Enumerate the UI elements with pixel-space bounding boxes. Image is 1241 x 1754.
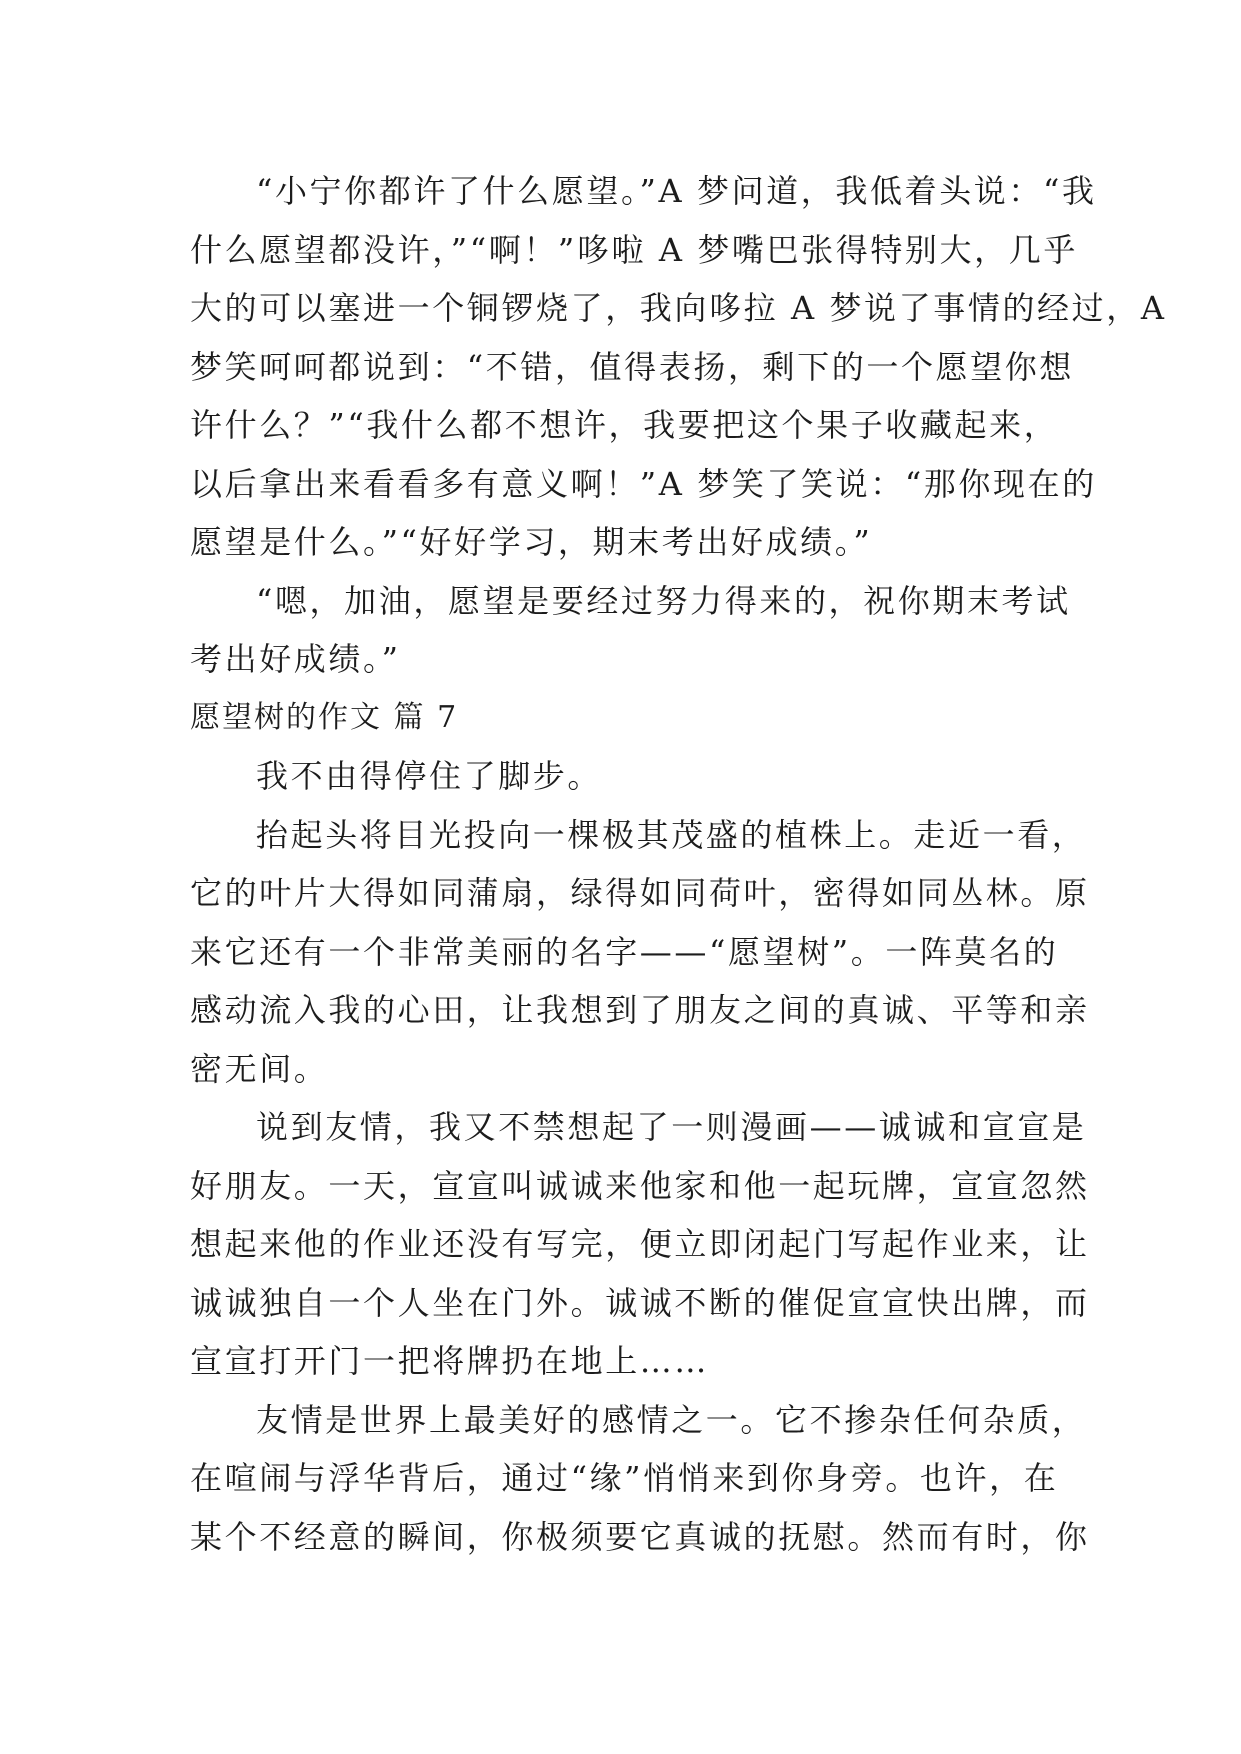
text-line: 愿望是什么。”“好好学习，期末考出好成绩。”	[190, 523, 873, 561]
paragraph-wish-tree	[190, 806, 1090, 1099]
paragraph-encouragement	[190, 572, 1070, 689]
text-line: 抬起头将目光投向一棵极其茂盛的植株上。走近一看，	[256, 815, 1087, 854]
text-line: 我不由得停住了脚步。	[256, 757, 603, 795]
text-line: 某个不经意的瞬间，你极须要它真诚的抚慰。然而有时，你	[190, 1517, 1090, 1556]
paragraph-comic-story	[190, 1098, 1090, 1391]
text-line: “小宁你都许了什么愿望。”A 梦问道，我低着头说：“我	[256, 172, 1097, 210]
text-line: 在喧闹与浮华背后，通过“缘”悄悄来到你身旁。也许，在	[190, 1459, 1059, 1497]
text-line: “嗯，加油，愿望是要经过努力得来的，祝你期末考试	[256, 581, 1071, 620]
text-line: 宣宣打开门一把将牌扔在地上……	[190, 1342, 710, 1380]
text-line: 诚诚独自一个人坐在门外。诚诚不断的催促宣宣快出牌，而	[190, 1283, 1090, 1322]
text-line: 考出好成绩。”	[190, 640, 401, 678]
text-line: 以后拿出来看看多有意义啊！”A 梦笑了笑说：“那你现在的	[190, 464, 1097, 503]
paragraph-dialogue-wish	[190, 162, 1167, 572]
text-line: 大的可以塞进一个铜锣烧了，我向哆拉 A 梦说了事情的经过，A	[190, 289, 1167, 327]
text-line: 它的叶片大得如同蒲扇，绿得如同荷叶，密得如同丛林。原	[190, 874, 1090, 912]
document-body	[190, 162, 1167, 1566]
text-line: 好朋友。一天，宣宣叫诚诚来他家和他一起玩牌，宣宣忽然	[190, 1166, 1090, 1205]
text-line: 友情是世界上最美好的感情之一。它不掺杂任何杂质，	[256, 1400, 1087, 1439]
text-line: 来它还有一个非常美丽的名字——“愿望树”。一阵莫名的	[190, 932, 1059, 971]
paragraph-stop-steps	[190, 747, 1070, 806]
text-line: 梦笑呵呵都说到：“不错，值得表扬，剩下的一个愿望你想	[190, 347, 1074, 386]
text-line: 说到友情，我又不禁想起了一则漫画——诚诚和宣宣是	[256, 1108, 1087, 1146]
text-line: 密无间。	[190, 1049, 329, 1088]
text-line: 感动流入我的心田，让我想到了朋友之间的真诚、平等和亲	[190, 991, 1090, 1029]
paragraph-friendship	[190, 1391, 1090, 1567]
text-line: 许什么？”“我什么都不想许，我要把这个果子收藏起来，	[190, 406, 1059, 444]
text-line: 想起来他的作业还没有写完，便立即闭起门写起作业来，让	[190, 1225, 1090, 1263]
text-line: 什么愿望都没许，”“啊！”哆啦 A 梦嘴巴张得特别大，几乎	[190, 230, 1078, 269]
section-heading: 愿望树的作文 篇 7	[190, 699, 459, 735]
